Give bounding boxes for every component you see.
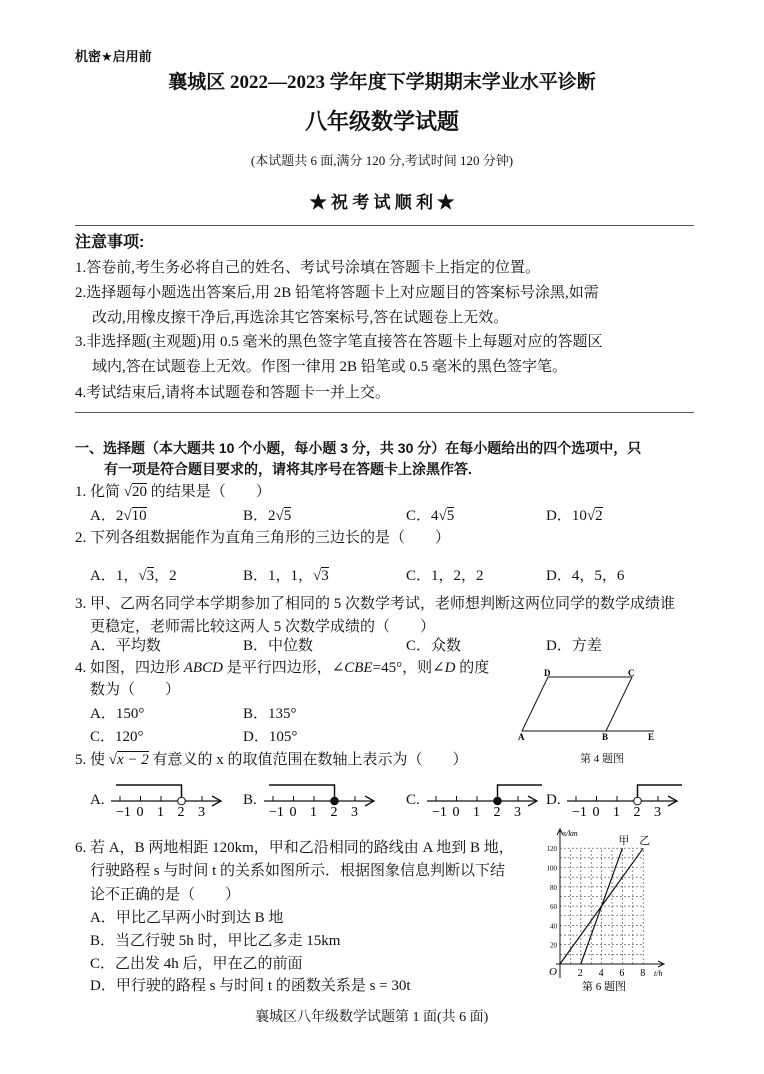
notes-heading: 注意事项: — [75, 234, 145, 251]
range-bracket — [116, 785, 182, 801]
note-line: 域内,答在试题卷上无效。作图一律用 2B 铅笔或 0.5 毫米的黑色签字笔。 — [92, 359, 568, 375]
figure-4-caption: 第 4 题图 — [580, 753, 624, 765]
page-footer: 襄城区八年级数学试题第 1 面(共 6 面) — [255, 1010, 489, 1025]
q2-option-c[interactable]: C．1，2，2 — [406, 568, 484, 584]
q5-option-b[interactable] — [243, 793, 257, 808]
x-tick-label: 8 — [640, 968, 646, 979]
q4-option-c[interactable]: C．120° — [90, 729, 144, 745]
series-label: 乙 — [639, 835, 651, 848]
q3-option-d[interactable]: D．方差 — [546, 638, 602, 654]
x-axis-label: t/h — [654, 969, 663, 978]
q5-option-d[interactable] — [546, 793, 561, 808]
number-line — [261, 782, 381, 818]
y-tick-label: 100 — [546, 864, 557, 873]
question-4: 4. 如图，四边形 ABCD 是平行四边形，∠CBE=45°，则∠D 的度 — [75, 660, 490, 676]
question-6: 6. 若 A，B 两地相距 120km，甲和乙沿相同的路线由 A 地到 B 地， — [75, 840, 514, 856]
q6-option-c[interactable]: C．乙出发 4h 后，甲在乙的前面 — [90, 956, 303, 972]
divider — [75, 412, 694, 413]
q4-option-d[interactable]: D．105° — [243, 729, 298, 745]
y-tick-label: 120 — [546, 845, 557, 854]
tick-label: 2 — [493, 805, 501, 818]
vertex-label: A — [518, 732, 525, 740]
y-tick-label: 40 — [550, 922, 557, 931]
tick-label: 1 — [613, 805, 620, 818]
open-point — [634, 797, 642, 805]
closed-point — [494, 797, 502, 805]
tick-label: −1 — [572, 805, 587, 818]
q3-option-c[interactable]: C．众数 — [406, 638, 462, 654]
q3-option-b[interactable]: B．中位数 — [243, 638, 314, 654]
x-tick-label: 2 — [577, 968, 583, 979]
q1-stem: 1. 化简 — [75, 484, 121, 500]
parallelogram-figure — [510, 668, 660, 740]
vertex-label: D — [544, 668, 551, 678]
section-heading-cont: 有一项是符合题目要求的，请将其序号在答题卡上涂黑作答. — [104, 461, 472, 477]
exam-title: 襄城区 2022—2023 学年度下学期期末学业水平诊断 — [168, 72, 596, 93]
question-6-cont: 论不正确的是（ ） — [90, 887, 241, 903]
series-label: 甲 — [618, 835, 630, 848]
tick-label: 0 — [289, 805, 297, 818]
range-bracket — [498, 785, 543, 801]
exam-subject: 八年级数学试题 — [304, 109, 459, 134]
y-tick-label: 80 — [550, 883, 557, 892]
closed-point — [331, 797, 339, 805]
question-6-cont: 行驶路程 s 与时间 t 的关系如图所示．根据图象信息判断以下结 — [90, 863, 506, 879]
note-line: 4.考试结束后,请将本试题卷和答题卡一并上交。 — [75, 385, 391, 401]
note-line: 改动,用橡皮擦干净后,再选涂其它答案标号,答在试题卷上无效。 — [92, 310, 509, 326]
y-tick-label: 20 — [550, 941, 557, 950]
q3-option-a[interactable]: A．平均数 — [90, 638, 161, 654]
y-axis-label: s/km — [563, 829, 578, 838]
q1-option-c[interactable]: C．4√5 — [406, 508, 455, 524]
tick-label: 2 — [330, 805, 338, 818]
distance-time-graph — [530, 826, 680, 994]
q6-option-d[interactable]: D．甲行驶的路程 s 与时间 t 的函数关系是 s = 30t — [90, 978, 411, 994]
tick-label: 3 — [654, 805, 661, 818]
option-label: B. — [243, 792, 257, 808]
question-4-cont: 数为（ ） — [90, 682, 181, 698]
option-label: D. — [546, 792, 561, 808]
tick-label: 0 — [592, 805, 600, 818]
vertex-label: E — [648, 732, 655, 740]
exam-info: (本试题共 6 面,满分 120 分,考试时间 120 分钟) — [250, 153, 514, 168]
number-line — [564, 782, 684, 818]
tick-label: 2 — [633, 805, 641, 818]
x-tick-label: 4 — [598, 968, 604, 979]
tick-label: 3 — [514, 805, 521, 818]
question-3: 3. 甲、乙两名同学本学期参加了相同的 5 次数学考试，老师想判断这两位同学的数学成绩谁 — [75, 596, 676, 612]
tick-label: 3 — [198, 805, 205, 818]
note-line: 1.答卷前,考生务必将自己的姓名、考试号涂填在答题卡上指定的位置。 — [75, 260, 541, 276]
q2-option-d[interactable]: D．4，5，6 — [546, 568, 625, 584]
wish-line: ★ 祝 考 试 顺 利 ★ — [309, 193, 455, 212]
question-3-cont: 更稳定，老师需比较这两人 5 次数学成绩的（ ） — [90, 619, 436, 635]
q2-option-a[interactable]: A．1，√3，2 — [90, 568, 177, 584]
confidential-mark: 机密★启用前 — [75, 49, 152, 64]
figure-6-caption: 第 6 题图 — [582, 981, 626, 993]
number-line — [108, 782, 228, 818]
q1-option-b[interactable]: B．2√5 — [243, 508, 292, 524]
tick-label: 0 — [452, 805, 460, 818]
q5-option-a[interactable] — [90, 793, 105, 808]
option-label: A. — [90, 792, 105, 808]
q4-option-b[interactable]: B．135° — [243, 706, 297, 722]
q1-stem-end: 的结果是（ ） — [150, 484, 271, 500]
tick-label: 0 — [136, 805, 144, 818]
question-2: 2. 下列各组数据能作为直角三角形的三边长的是（ ） — [75, 530, 451, 546]
q6-option-a[interactable]: A．甲比乙早两小时到达 B 地 — [90, 910, 284, 926]
origin-label: O — [549, 966, 557, 978]
divider — [75, 225, 694, 226]
tick-label: 1 — [473, 805, 480, 818]
q1-option-a[interactable]: A．2√10 — [90, 508, 147, 524]
tick-label: −1 — [116, 805, 131, 818]
vertex-label: C — [628, 668, 635, 678]
tick-label: 3 — [351, 805, 358, 818]
range-bracket — [269, 785, 335, 801]
q1-option-d[interactable]: D．10√2 — [546, 508, 603, 524]
note-line: 2.选择题每小题选出答案后,用 2B 铅笔将答题卡上对应题目的答案标号涂黑,如需 — [75, 285, 599, 301]
y-tick-label: 60 — [550, 903, 557, 912]
q4-option-a[interactable]: A．150° — [90, 706, 145, 722]
tick-label: 1 — [157, 805, 164, 818]
question-1: 1. 化简 √20 的结果是（ ） — [75, 484, 271, 500]
vertex-label: B — [602, 732, 609, 740]
number-line — [424, 782, 544, 818]
question-5: 5. 使 √x − 2 有意义的 x 的取值范围在数轴上表示为（ ） — [75, 752, 468, 768]
x-tick-label: 6 — [619, 968, 625, 979]
tick-label: −1 — [432, 805, 447, 818]
q6-option-b[interactable]: B．当乙行驶 5h 时，甲比乙多走 15km — [90, 933, 341, 949]
tick-label: 1 — [310, 805, 317, 818]
q1-radicand: 20 — [132, 484, 147, 500]
tick-label: 2 — [177, 805, 185, 818]
note-line: 3.非选择题(主观题)用 0.5 毫米的黑色签字笔直接答在答题卡上每题对应的答题区 — [75, 334, 603, 350]
open-point — [178, 797, 186, 805]
tick-label: −1 — [269, 805, 284, 818]
option-label: C. — [406, 792, 420, 808]
section-heading: 一、选择题（本大题共 10 个小题，每小题 3 分，共 30 分）在每小题给出的四个选项中，只 — [75, 440, 642, 456]
range-bracket — [638, 785, 683, 801]
q5-option-c[interactable] — [406, 793, 420, 808]
q2-option-b[interactable]: B．1，1，√3 — [243, 568, 329, 584]
